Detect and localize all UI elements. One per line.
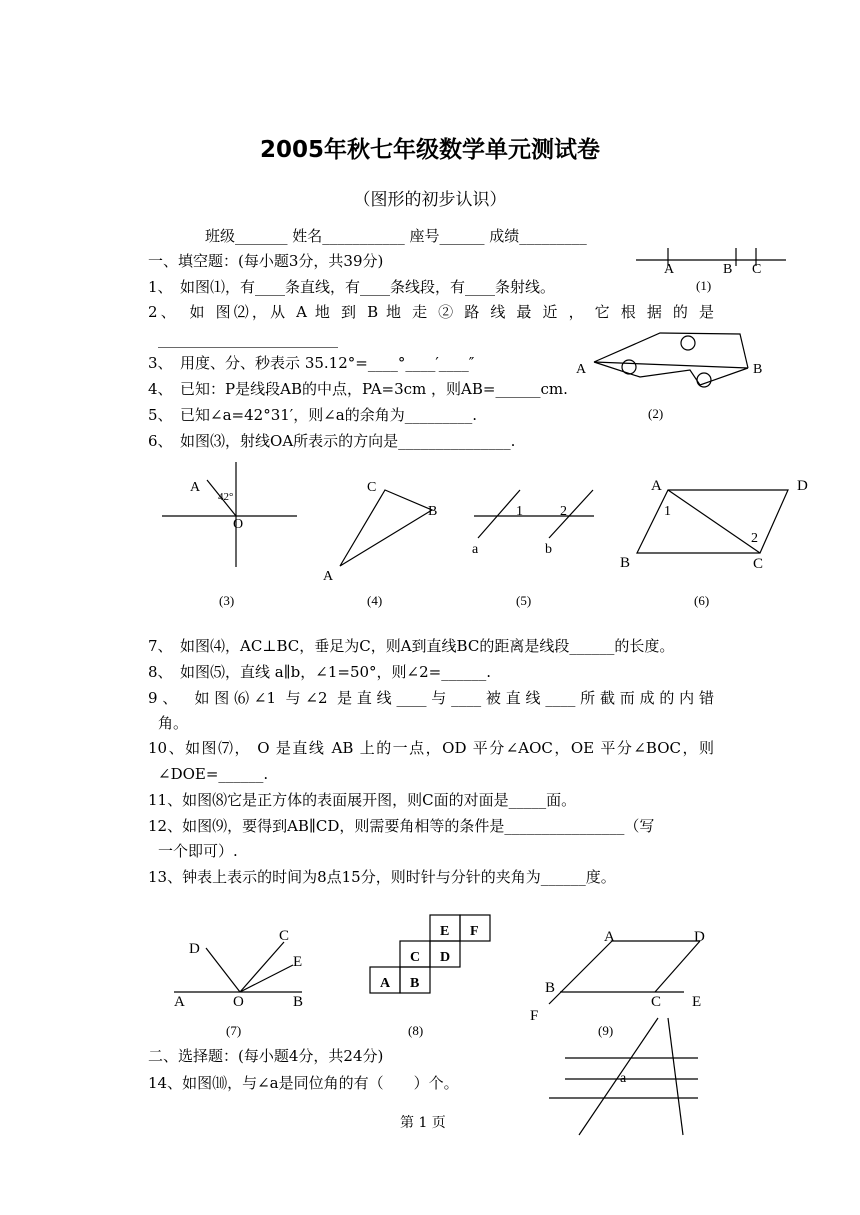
fig9-caption: (9) [598,1023,614,1038]
fig8-label-f: F [470,924,479,939]
question-6: 6、 如图⑶，射线OA所表示的方向是_______________. [148,432,516,450]
fig7-label-o: O [233,994,244,1010]
section2-heading: 二、选择题：(每小题4分，共24分) [148,1047,384,1065]
fig6-label-b: B [620,555,631,571]
fig7-label-a: A [174,994,185,1010]
fig9-label-b: B [545,980,556,996]
fig2-route-2 [594,362,748,368]
fig10-transversal-2 [668,1018,683,1135]
fig6-parallelogram [637,490,788,553]
question-2-line2: ________________________ [158,330,338,348]
page-footer: 第 1 页 [400,1115,446,1131]
fig1-label-a: A [664,262,675,277]
fig7-label-d: D [189,941,200,957]
page-subtitle: （图形的初步认识） [353,190,507,210]
fig3-label-o: O [233,517,244,532]
fig2-label-b: B [753,362,763,377]
fig7-caption: (7) [226,1023,242,1038]
fig2-caption: (2) [648,406,664,421]
fig6-label-a: A [651,478,662,494]
question-9-line2: 角。 [158,714,189,732]
fig8-label-e: E [440,924,450,939]
fig6-angle-2: 2 [751,531,758,546]
question-10-line1: 10、如图⑺， O 是直线 AB 上的一点，OD 平分∠AOC，OE 平分∠BOC，则 [148,739,714,757]
figure-9 [530,929,705,1038]
question-1: 1、 如图⑴，有____条直线，有____条线段，有____条射线。 [148,278,556,296]
fig9-label-a: A [604,929,615,945]
fig8-label-c: C [410,950,421,965]
fig2-circle-1 [681,336,695,350]
figure-8 [370,915,490,1038]
fig5-label-b: b [545,542,552,557]
question-14: 14、如图⑽，与∠a是同位角的有（ ）个。 [148,1074,459,1092]
question-2-line1: 2、 如 图⑵，从 A 地 到 B 地 走 ② 路 线 最 近 ， 它 根 据 的 是 [148,303,714,321]
fig7-label-b: B [293,994,304,1010]
question-12-line1: 12、如图⑼，要得到AB∥CD，则需要角相等的条件是________________（写 [148,817,655,835]
question-9-line1: 9、 如图⑹∠1 与∠2 是直线____与____被直线____所截而成的内错 [148,689,714,707]
fig9-label-f: F [530,1008,539,1024]
fig9-label-e: E [692,994,702,1010]
fig7-ray-oe [240,965,293,992]
fig5-caption: (5) [516,593,532,608]
question-12-line2: 一个即可）. [158,842,238,860]
section1-heading: 一、填空题：(每小题3分，共39分) [148,252,384,270]
fig9-label-d: D [694,929,705,945]
question-10-line2: ∠DOE=______. [158,765,269,783]
question-4: 4、 已知：P是线段AB的中点，PA=3cm ，则AB=______cm. [148,380,568,398]
fig4-label-c: C [367,480,377,495]
fig7-ray-od [206,948,240,992]
fig4-triangle [340,490,432,566]
figure-7 [174,928,303,1038]
fig6-diagonal [668,490,760,553]
question-5: 5、 已知∠a=42°31′，则∠a的余角为_________. [148,406,477,424]
fig5-line-a [478,490,520,538]
fig4-label-a: A [323,569,334,584]
page-title: 2005年秋七年级数学单元测试卷 [259,137,600,163]
fig5-angle-1: 1 [516,504,523,519]
fig10-angle-a: a [620,1071,627,1086]
fig7-ray-oc [240,942,284,992]
fig1-label-c: C [752,262,762,277]
fig5-angle-2: 2 [560,504,567,519]
fig4-caption: (4) [367,593,383,608]
fig5-line-b [549,490,593,538]
figure-6 [620,478,808,608]
figure-3 [162,462,297,608]
fig4-label-b: B [428,504,438,519]
fig3-angle-label: 42° [218,491,234,503]
fig6-caption: (6) [694,593,710,608]
fig6-angle-1: 1 [664,504,671,519]
fig2-label-a: A [576,362,587,377]
info-line: 班级_______ 姓名___________ 座号______ 成绩_________ [205,227,587,245]
fig9-line-dc [655,941,700,992]
fig1-label-b: B [723,262,733,277]
fig5-label-a: a [472,542,479,557]
fig8-label-b: B [410,976,420,991]
fig1-caption: (1) [696,278,712,293]
figure-1 [636,248,786,293]
figure-4 [323,480,437,608]
fig8-caption: (8) [408,1023,424,1038]
fig6-label-d: D [797,478,808,494]
question-3: 3、 用度、分、秒表示 35.12°=____°____′____″ [148,354,475,372]
fig6-label-c: C [753,556,764,572]
question-7: 7、 如图⑷，AC⊥BC，垂足为C，则A到直线BC的距离是线段______的长度。 [148,637,675,655]
fig8-label-d: D [440,950,451,965]
question-13: 13、钟表上表示的时间为8点15分，则时针与分针的夹角为______度。 [148,868,616,886]
fig7-label-e: E [293,954,303,970]
question-11: 11、如图⑻它是正方体的表面展开图，则C面的对面是_____面。 [148,791,577,809]
fig9-label-c: C [651,994,662,1010]
fig3-caption: (3) [219,593,235,608]
fig3-label-a: A [190,480,201,495]
question-8: 8、 如图⑸，直线 a∥b，∠1=50°，则∠2=______. [148,663,492,681]
figure-2 [576,333,762,421]
figure-10 [549,1018,698,1135]
fig9-line-ab [549,941,612,1004]
fig2-circle-2 [622,360,636,374]
fig2-circle-3 [697,373,711,387]
figure-5 [472,490,594,608]
fig10-transversal-1 [579,1018,658,1135]
fig8-label-a: A [380,976,391,991]
fig7-label-c: C [279,928,290,944]
